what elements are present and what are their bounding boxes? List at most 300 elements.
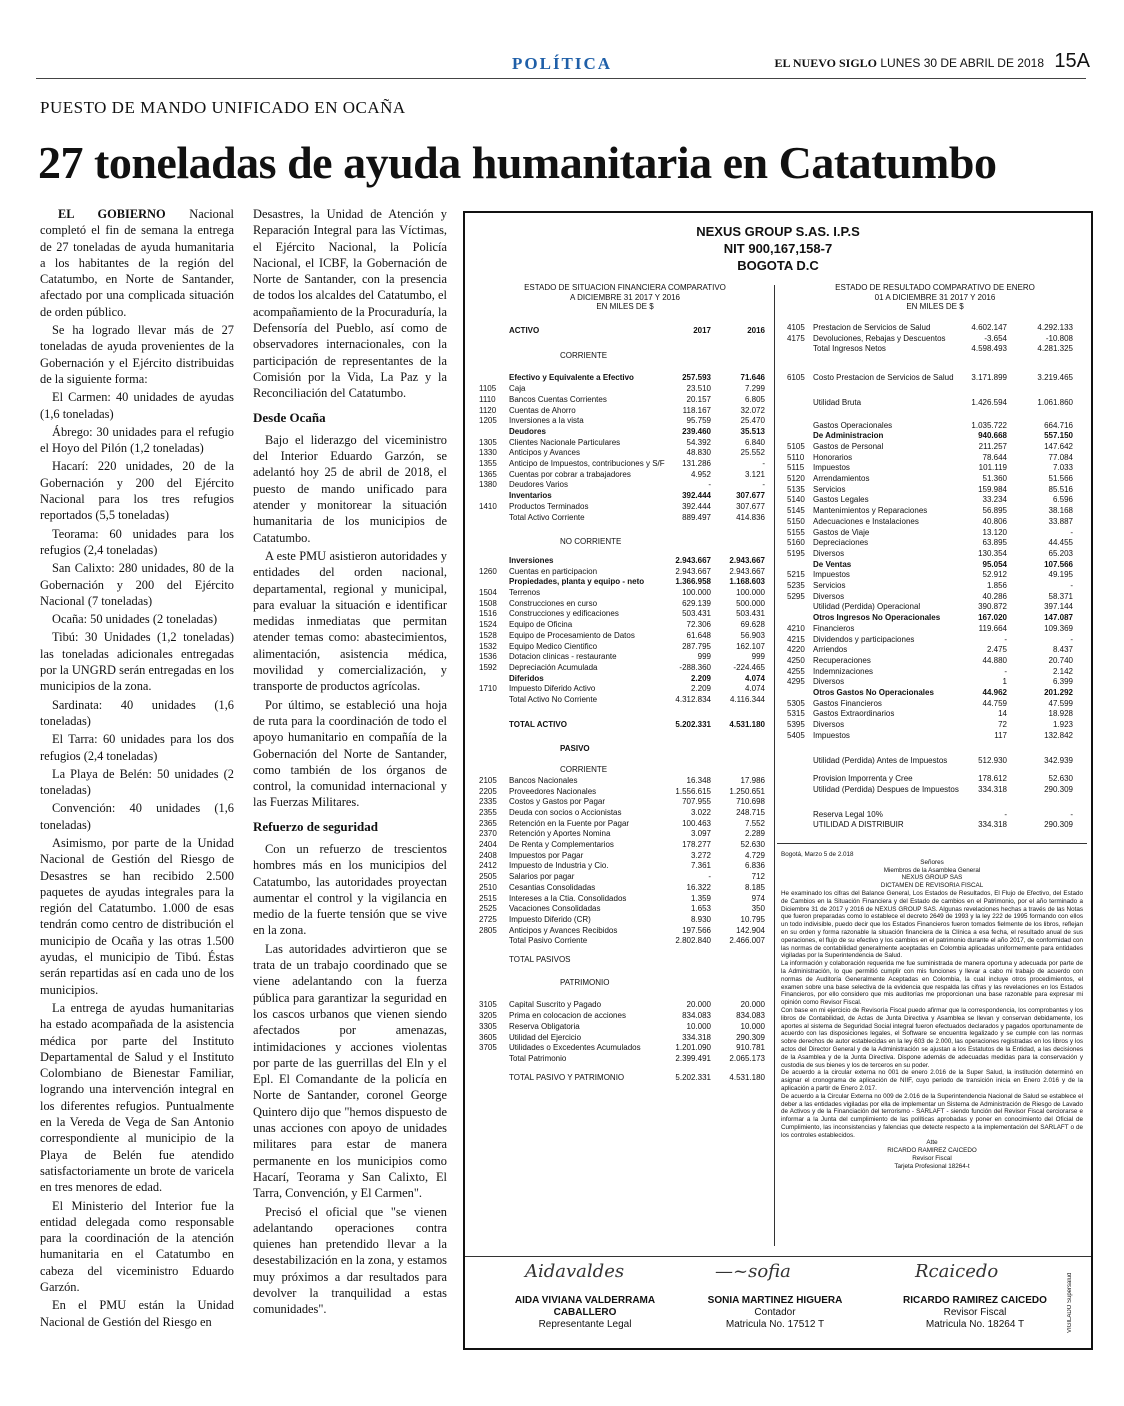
- value-2017: 3.022: [690, 807, 711, 817]
- value-2016: 974: [751, 893, 765, 903]
- letter-closing: Tarjeta Profesional 18264-t: [894, 1162, 970, 1170]
- value-2016: 20.000: [740, 1000, 765, 1010]
- value-2016: 201.292: [1044, 688, 1073, 697]
- value-2016: 710.698: [736, 797, 765, 807]
- value-2017: 629.139: [682, 598, 711, 608]
- account-label: Proveedores Nacionales: [509, 786, 597, 796]
- header-line: A DICIEMBRE 31 2017 Y 2016: [570, 292, 680, 302]
- value-2017: 1.556.615: [675, 786, 711, 796]
- value-2016: 557.150: [1044, 431, 1073, 441]
- account-code: 1260: [479, 566, 497, 576]
- headline: 27 toneladas de ayuda humanitaria en Catatumbo: [38, 137, 997, 188]
- account-code: 2510: [479, 882, 497, 892]
- value-2016: -: [762, 480, 765, 490]
- value-2017: 4.602.147: [971, 323, 1007, 332]
- account-code: 1305: [479, 437, 497, 447]
- account-label: Gastos Legales: [813, 495, 869, 505]
- letter-salutation: Miembros de la Asamblea General: [883, 866, 981, 874]
- value-2017: -: [708, 872, 711, 882]
- value-2017: 1: [1002, 677, 1007, 687]
- account-code: 5155: [787, 527, 805, 537]
- value-2017: 2.943.667: [675, 566, 711, 576]
- account-label: Servicios: [813, 484, 846, 494]
- value-2016: 342.939: [1044, 755, 1073, 765]
- value-2017: 2.475: [986, 645, 1007, 655]
- account-label: Anticipos y Avances Recibidos: [509, 925, 618, 935]
- value-2016: 3.121: [744, 469, 765, 479]
- value-2017: 334.318: [682, 1032, 711, 1042]
- account-label: Clientes Nacionale Particulares: [509, 437, 621, 447]
- account-code: 4220: [787, 645, 805, 655]
- account-label: CORRIENTE: [560, 765, 608, 775]
- value-2016: 910.781: [736, 1043, 765, 1053]
- account-code: 1528: [479, 630, 497, 640]
- value-2016: -: [1070, 809, 1073, 819]
- value-2017: 889.497: [682, 512, 711, 522]
- account-label: Retención y Aportes Nomina: [509, 829, 611, 839]
- vigilado-seal: VIGILADO Supersalud: [1067, 1272, 1073, 1334]
- value-2016: 8.185: [744, 882, 765, 892]
- account-label: Diversos: [813, 548, 845, 558]
- value-2016: -: [762, 459, 765, 468]
- account-code: 2408: [479, 850, 497, 860]
- value-2017: 95.759: [686, 416, 711, 426]
- issue-date: LUNES 30 DE ABRIL DE 2018: [880, 56, 1044, 70]
- letter-salutation: NEXUS GROUP SAS: [901, 874, 963, 882]
- account-label: Impuesto Diferido Activo: [509, 684, 596, 694]
- value-2017: 257.593: [682, 373, 711, 383]
- account-code: 5145: [787, 506, 805, 516]
- value-2016: 69.628: [740, 620, 765, 630]
- value-2017: 4.312.834: [675, 695, 711, 704]
- value-2017: 51.360: [982, 474, 1007, 483]
- value-2016: -: [1070, 581, 1073, 590]
- signatory-id: Matricula No. 18264 T: [925, 1319, 1025, 1330]
- account-label: Intereses a la Ctia. Consolidados: [509, 893, 627, 903]
- value-2016: 500.000: [736, 598, 765, 608]
- account-label: Cuentas en participacion: [509, 566, 598, 576]
- account-label: Honorarios: [813, 452, 853, 462]
- account-label: Inversiones: [509, 555, 554, 565]
- account-label: PASIVO: [560, 744, 590, 754]
- account-label: Efectivo y Equivalente a Efectivo: [509, 373, 634, 383]
- statement-row: [465, 720, 773, 732]
- value-2016: 4.729: [744, 850, 765, 860]
- statement-row: [777, 398, 1087, 410]
- value-2017: -: [708, 480, 711, 490]
- value-2016: 10.000: [740, 1021, 765, 1031]
- account-code: 3105: [479, 1000, 497, 1010]
- account-label: Cuentas por cobrar a trabajadores: [509, 469, 631, 479]
- statement-row: [465, 351, 773, 363]
- value-2016: 2.466.007: [729, 936, 765, 946]
- signatory-role: Representante Legal: [538, 1319, 632, 1330]
- article-paragraph: El Tarra: 60 unidades para los dos refugios (2,4 toneladas): [40, 732, 234, 763]
- value-2017: 40.286: [982, 591, 1007, 601]
- account-label: Costo Prestacion de Servicios de Salud: [813, 373, 954, 383]
- value-2016: 397.144: [1044, 602, 1073, 612]
- value-2017: 54.392: [686, 437, 711, 447]
- account-code: 5315: [787, 709, 805, 719]
- paper-name: EL NUEVO SIGLO: [774, 56, 878, 70]
- value-2016: 2.065.173: [729, 1053, 765, 1063]
- account-code: 1365: [479, 469, 497, 479]
- account-code: 1592: [479, 662, 497, 672]
- account-label: Deudores: [509, 426, 546, 436]
- account-code: 4295: [787, 677, 805, 687]
- account-label: Cuentas de Ahorro: [509, 405, 576, 415]
- statement-row: [465, 537, 773, 549]
- value-2016: 248.715: [736, 807, 765, 817]
- account-label: Arriendos: [813, 645, 848, 655]
- account-code: 5195: [787, 548, 805, 558]
- value-2017: 33.234: [982, 495, 1007, 505]
- account-code: 1105: [479, 384, 497, 394]
- value-2017: 5.202.331: [675, 719, 711, 729]
- value-2016: 7.033: [1052, 463, 1073, 473]
- article-paragraph: La entrega de ayudas humanitarias ha estado acompañada de la asistencia médica por parte del Instituto Departamental de Salud y el Instituto Colombiano de Bienestar Familiar, logrando una intervención integral en los diferentes refugios. Puntualmente en la Vereda de Vega de San Antonio correspondiente al municipio de la Playa de Belén fue atendido satisfactoriamente un brote de varicela en tres menores de edad.: [40, 1000, 234, 1195]
- value-2017: 117: [994, 730, 1007, 740]
- article-paragraph: Con un refuerzo de trescientos hombres más en los municipios del Catatumbo, las autoridades proyectan aumentar el control y la vigilancia en medio de la fuerte tensión que se vive en la zona.: [253, 841, 447, 938]
- account-label: Diversos: [813, 720, 845, 730]
- value-2016: 35.513: [740, 426, 765, 436]
- value-2017: 1.856: [986, 581, 1007, 590]
- company-nit: NIT 900,167,158-7: [723, 241, 833, 256]
- account-code: 5140: [787, 495, 805, 505]
- account-label: Gastos Financieros: [813, 698, 882, 708]
- account-label: Bancos Nacionales: [509, 775, 578, 785]
- article-paragraph: Las autoridades advirtieron que se trata de un trabajo coordinado que se viene adelantando con la fuerza pública para garantizar la seguridad en los cascos urbanos que vienen siendo afectados por amenazas, intimidaciones y acciones violentas por parte de las guerrillas del Eln y el Epl. El Comandante de la policía en Norte de Santander, coronel George Quintero dijo que "hemos dispuesto de unas acciones con apoyo de unidades militares para estar de manera permanente en los municipios como Hacarí, Teorama y San Calixto, El Tarra, Convención, y El Carmen".: [253, 941, 447, 1201]
- value-2017: 13.120: [982, 527, 1007, 537]
- account-label: Arrendamientos: [813, 474, 870, 483]
- account-label: Deudores Varios: [509, 480, 568, 490]
- account-code: 1355: [479, 459, 497, 468]
- balance-sheet-header: [495, 283, 755, 312]
- value-2016: 4.292.133: [1037, 323, 1073, 332]
- value-2017: 130.354: [978, 548, 1007, 558]
- value-2016: 25.470: [740, 416, 765, 426]
- value-2016: 3.219.465: [1037, 373, 1073, 383]
- account-code: 1205: [479, 416, 497, 426]
- value-2017: 16.322: [686, 882, 711, 892]
- account-label: Total Pasivo Corriente: [509, 936, 588, 946]
- article-paragraph: En el PMU están la Unidad Nacional de Gestión del Riesgo en: [40, 1298, 234, 1329]
- account-code: 1536: [479, 652, 497, 662]
- account-code: 1330: [479, 448, 497, 458]
- value-2016: 6.596: [1052, 495, 1073, 505]
- value-2017: 1.366.958: [675, 577, 711, 587]
- signatory-id: Matricula No. 17512 T: [725, 1319, 825, 1330]
- value-2016: 65.203: [1048, 548, 1073, 558]
- value-2017: 1.426.594: [971, 397, 1007, 407]
- value-2017: 159.984: [978, 484, 1007, 494]
- statement-row: [777, 731, 1087, 743]
- signature-scribble: Aidavaldes: [525, 1261, 625, 1282]
- value-2017: 63.895: [982, 538, 1007, 548]
- value-2017: 503.431: [682, 609, 711, 619]
- signature-scribble: Rcaicedo: [915, 1261, 999, 1282]
- value-2017: 72: [998, 720, 1007, 730]
- value-2016: 2.943.667: [729, 555, 765, 565]
- kicker: PUESTO DE MANDO UNIFICADO EN OCAÑA: [40, 98, 406, 117]
- account-code: 1110: [479, 394, 496, 404]
- value-2016: 18.928: [1048, 709, 1073, 719]
- value-2017: 834.083: [682, 1011, 711, 1021]
- account-label: Impuesto de Industria y Cio.: [509, 861, 609, 871]
- value-2016: 1.061.860: [1037, 397, 1073, 407]
- account-code: 2805: [479, 925, 497, 935]
- value-2017: 512.930: [978, 755, 1007, 765]
- value-2017: 707.955: [682, 797, 711, 807]
- value-2017: 23.510: [686, 384, 711, 394]
- value-2017: 48.830: [686, 448, 711, 458]
- account-label: Gastos de Viaje: [813, 527, 870, 537]
- subheading: Refuerzo de seguridad: [253, 818, 378, 834]
- value-2017: 119.664: [978, 623, 1007, 633]
- statement-row: [465, 936, 773, 948]
- letter-date: Bogotá, Marzo 5 de 2.018: [781, 851, 854, 858]
- account-code: 2525: [479, 904, 497, 914]
- account-label: Otros Ingresos No Operacionales: [813, 613, 941, 623]
- article-paragraph: Bajo el liderazgo del viceministro del Interior Eduardo Garzón, se adelantó hoy 25 de abril de 2018, el puesto de mando unificado para atender y monitorear la situación humanitaria de los municipios de Catatumbo.: [253, 432, 447, 545]
- value-2016: 38.168: [1048, 506, 1073, 516]
- account-label: Total Patrimonio: [509, 1053, 567, 1063]
- account-code: 3705: [479, 1043, 497, 1053]
- value-2016: 1.250.651: [729, 786, 765, 796]
- article-paragraph: Por último, se estableció una hoja de ruta para la coordinación de todo el apoyo humanitario en compañía de la Gobernación del Norte de Santander, como también de los órganos de control, la comunidad internacional y las Fuerzas Militares.: [253, 697, 447, 810]
- account-label: Productos Terminados: [509, 501, 589, 511]
- account-code: 1504: [479, 588, 497, 597]
- value-2017: 131.286: [682, 459, 711, 468]
- value-2017: 118.167: [682, 405, 711, 415]
- value-2017: 999: [697, 652, 711, 662]
- header-line: EN MILES DE $: [906, 302, 964, 311]
- account-code: 4250: [787, 655, 805, 665]
- value-2016: 4.074: [744, 673, 765, 683]
- value-2016: 414.836: [736, 512, 765, 522]
- value-2016: 307.677: [736, 501, 765, 511]
- value-2017: 2017: [693, 326, 711, 335]
- value-2016: 2.943.667: [729, 566, 765, 576]
- value-2017: 100.463: [682, 818, 711, 828]
- account-label: NO CORRIENTE: [560, 537, 622, 547]
- account-label: Total Activo Corriente: [509, 512, 585, 522]
- account-code: 6105: [787, 373, 805, 383]
- value-2016: 25.552: [740, 448, 765, 458]
- article-column-1: [40, 206, 234, 1332]
- account-label: Financieros: [813, 623, 855, 633]
- account-code: 2205: [479, 786, 497, 796]
- value-2016: 6.836: [744, 861, 765, 871]
- account-code: 2105: [479, 775, 497, 785]
- account-label: UTILIDAD A DISTRIBUIR: [813, 820, 904, 830]
- value-2016: 32.072: [740, 405, 765, 415]
- letter-paragraph: De acuerdo a la circular externa no 001 de enero 2.016 de la Super Salud, la institución determinó en asignar el cronograma de aplicación de NIIF, cuyo periodo de transición inicia en Enero 2.016 y de la aplicación a partir de Enero 2.017.: [781, 1069, 1083, 1092]
- account-label: De Ventas: [813, 559, 852, 569]
- value-2017: 390.872: [978, 602, 1007, 612]
- letter-paragraph: La información y colaboración requerida me fue suministrada de manera oportuna y adecuada por parte de la Administración, lo que permitió cumplir con mis funciones y llevar a cabo mi trabajo de acuerdo con normas de Auditoría Generalmente Aceptadas en Colombia, la cual incluye otros procedimientos, el examen sobre una base selectiva de la evidencia que respalda las cifras y las revelaciones en los Estados Financieros, por ello considero que mis auditorías me proporcionan una base razonable para expresar mi opinión como Revisor Fiscal.: [781, 960, 1083, 1007]
- company-name: NEXUS GROUP S.AS. I.P.S: [696, 224, 860, 239]
- value-2017: 2.209: [690, 673, 711, 683]
- account-label: CORRIENTE: [560, 350, 608, 360]
- value-2016: 162.107: [736, 641, 765, 651]
- article-paragraph: El Carmen: 40 unidades de ayudas (1,6 toneladas): [40, 390, 234, 421]
- account-label: Impuestos por Pagar: [509, 850, 584, 860]
- account-code: 5235: [787, 581, 805, 590]
- value-2016: -224.465: [733, 662, 765, 672]
- account-code: 5135: [787, 484, 805, 494]
- paper-info: [775, 56, 1044, 71]
- value-2017: -: [1004, 809, 1007, 819]
- value-2017: 61.648: [686, 630, 711, 640]
- account-label: Devoluciones, Rebajas y Descuentos: [813, 333, 946, 343]
- account-label: Dividendos y participaciones: [813, 634, 915, 644]
- signatures: [465, 1256, 1091, 1347]
- article-paragraph: Hacarí: 220 unidades, 20 de la Gobernación y 200 del Ejército Nacional para los tres refugios reportados (5,5 toneladas): [40, 459, 234, 523]
- account-code: 2370: [479, 829, 497, 839]
- value-2017: 2.209: [690, 684, 711, 694]
- value-2016: 147.087: [1044, 613, 1073, 623]
- account-label: Diversos: [813, 591, 845, 601]
- value-2016: 132.842: [1044, 730, 1073, 740]
- account-code: 2404: [479, 840, 497, 849]
- article-paragraph: El Ministerio del Interior fue la entidad delegada como responsable para la coordinación de la atención humanitaria en el Catatumbo en cabeza del viceministro Eduardo Garzón.: [40, 1198, 234, 1294]
- account-code: 5295: [787, 591, 805, 601]
- value-2016: 290.309: [1044, 784, 1073, 794]
- account-label: Prima en colocacion de acciones: [509, 1011, 626, 1021]
- account-code: 5405: [787, 730, 805, 740]
- account-label: ACTIVO: [509, 326, 540, 335]
- statement-row: [465, 513, 773, 525]
- letter-closing: Atte: [926, 1139, 938, 1147]
- signature-block: [485, 1295, 685, 1331]
- statement-row: [777, 373, 1087, 385]
- article-paragraph: La Playa de Belén: 50 unidades (2 toneladas): [40, 766, 234, 798]
- value-2016: 71.646: [740, 373, 765, 383]
- value-2016: 503.431: [736, 609, 765, 619]
- account-label: De Administracion: [813, 431, 884, 441]
- column-divider: [774, 285, 775, 1246]
- value-2016: 834.083: [736, 1011, 765, 1021]
- account-code: 5105: [787, 441, 805, 451]
- account-code: 5150: [787, 516, 805, 526]
- statement-row: [465, 1054, 773, 1066]
- account-code: 2412: [479, 861, 497, 871]
- value-2017: 40.806: [982, 516, 1007, 526]
- value-2016: 17.986: [740, 775, 765, 785]
- value-2017: 2.802.840: [675, 936, 711, 946]
- value-2016: 6.840: [744, 437, 765, 447]
- value-2017: 10.000: [686, 1021, 711, 1031]
- account-code: 1120: [479, 405, 497, 415]
- account-label: Otros Gastos No Operacionales: [813, 688, 934, 697]
- value-2016: 7.299: [744, 384, 765, 394]
- value-2016: 52.630: [1048, 774, 1073, 784]
- value-2016: 147.642: [1044, 441, 1073, 451]
- account-code: 2355: [479, 807, 497, 817]
- signatory-role: Revisor Fiscal: [943, 1307, 1007, 1318]
- value-2016: 290.309: [1044, 820, 1073, 830]
- lead-in: EL GOBIERNO: [58, 207, 166, 221]
- value-2016: 2.289: [744, 829, 765, 839]
- value-2017: 167.020: [978, 613, 1007, 623]
- value-2017: 4.598.493: [971, 344, 1007, 354]
- account-label: Equipo Medico Cientifico: [509, 641, 598, 651]
- article-column-2: [253, 206, 447, 1320]
- letter-paragraph: Con base en mi ejercicio de Revisoría Fiscal puedo afirmar que la correspondencia, los comprobantes y los libros de Contabilidad, de Actas de Junta Directiva y Asamblea se llevan y conservan debidamente, los aportes al sistema de Seguridad Social integral fueron efectuados declarados y pagados oportunamente de acuerdo con las disposiciones legales, el Software se encuentra legalizado y se cumple con las normas sobre derechos de autor establecidas en la ley 603 de 2.000, las operaciones registradas en los libros y los actos del Director General y de la Administración se ajustan a los Estatutos de la Entidad, a las decisiones de la Asamblea y de la Junta Directiva. Dispone además de adecuadas medidas para la conservación y custodia de sus bienes y los de terceros en su poder.: [781, 1006, 1083, 1069]
- account-label: Reserva Obligatoria: [509, 1021, 580, 1031]
- value-2016: 20.740: [1048, 655, 1073, 665]
- article-paragraph: Ábrego: 30 unidades para el refugio el Hoyo del Pilón (1,2 toneladas): [40, 424, 234, 456]
- value-2016: 58.371: [1048, 591, 1073, 601]
- account-label: Terrenos: [509, 588, 541, 597]
- value-2017: 940.668: [978, 431, 1007, 441]
- statement-row: [465, 978, 773, 990]
- value-2017: 20.000: [686, 1000, 711, 1010]
- statement-row: [465, 1073, 773, 1085]
- account-label: Provision Imporrenta y Cree: [813, 774, 913, 784]
- value-2017: 239.460: [682, 426, 711, 436]
- account-code: 4255: [787, 666, 805, 676]
- signature-scribble: —~sofia: [715, 1261, 791, 1282]
- account-code: 5120: [787, 474, 805, 483]
- account-label: Gastos de Personal: [813, 441, 884, 451]
- value-2016: 100.000: [736, 588, 765, 597]
- letter-paragraph: He examinado los cifras del Balance General, Los Estados de Resultados, El Flujo de Efectivo, del Estado de Cambios en la Situación Financiera y del Estado de cambios en el Patrimonio, por el año terminado a Diciembre 31 de 2017 y 2016 de NEXUS GROUP SAS. Algunas revelaciones hechas a través de las Notas que fueron preparadas como lo establece el decreto 2649 de 1993 y la ley 222 de 1995 formando con ellos un todo indivisible, puedo decir que los Estados Financieros fueron tomados fielmente de los libros, reflejan en su orden y forma razonable la situación financiera de la Clínica a esa fecha, el resultado anual de sus operaciones, el flujo de su efectivo y los cambios en el patrimonio durante el año 2017, de conformidad con las normas de contabilidad generalmente aceptadas en Colombia aplicadas uniformemente para entidades vigiladas por la Superintendencia de Salud.: [781, 889, 1083, 960]
- article-paragraph: Sardinata: 40 unidades (1,6 toneladas): [40, 697, 234, 728]
- account-label: TOTAL PASIVOS: [509, 955, 571, 964]
- statement-row: [465, 326, 773, 338]
- account-label: Utilidad (Perdida) Despues de Impuestos: [813, 784, 959, 794]
- account-code: 1410: [479, 501, 497, 511]
- value-2017: 392.444: [682, 501, 711, 511]
- account-label: Impuestos: [813, 570, 850, 580]
- account-label: Diferidos: [509, 673, 544, 683]
- value-2016: 49.195: [1048, 570, 1073, 580]
- account-code: 5160: [787, 538, 805, 548]
- value-2016: 2016: [747, 326, 765, 335]
- value-2016: 4.281.325: [1037, 344, 1073, 354]
- account-label: Cesantias Consolidadas: [509, 882, 596, 892]
- article-paragraph: Asimismo, por parte de la Unidad Nacional de Gestión del Riesgo de Desastres se han recibido 2.500 paquetes de ayudas integrales para la región del Catatumbo. 1.000 de esas tendrán como centro de distribución el municipio de Ocaña y las otras 1.500 ayudas, el municipio de Tibú. Éstas serán repartidas así en cada uno de los municipios.: [40, 835, 234, 997]
- account-code: 2335: [479, 797, 497, 807]
- account-label: Impuesto Diferido (CR): [509, 914, 591, 924]
- value-2017: 56.895: [982, 506, 1007, 516]
- account-label: Depreciaciones: [813, 538, 869, 548]
- page-number: 15A: [1054, 50, 1090, 72]
- account-label: Utilidad (Perdida) Antes de Impuestos: [813, 755, 948, 765]
- value-2016: 10.795: [740, 914, 765, 924]
- account-code: 2515: [479, 893, 497, 903]
- article-paragraph: Tibú: 30 Unidades (1,2 toneladas) las toneladas adicionales entregadas por la UNGRD serán entregadas en los municipios de la zona.: [40, 630, 234, 694]
- value-2017: 211.257: [978, 441, 1007, 451]
- letter-salutation: DICTAMEN DE REVISORIA FISCAL: [880, 882, 984, 890]
- account-code: 4105: [787, 323, 805, 332]
- account-label: Propiedades, planta y equipo - neto: [509, 577, 645, 587]
- account-code: 2725: [479, 914, 497, 924]
- account-label: Capital Suscrito y Pagado: [509, 1000, 602, 1010]
- value-2016: 109.369: [1044, 623, 1073, 633]
- account-label: Vacaciones Consolidadas: [509, 904, 601, 914]
- value-2017: 100.000: [682, 588, 711, 597]
- account-label: Inversiones a la vista: [509, 416, 584, 426]
- header-line: EN MILES DE $: [596, 302, 654, 311]
- article-paragraph: Convención: 40 unidades (1,6 toneladas): [40, 801, 234, 832]
- value-2017: -: [1004, 666, 1007, 676]
- signature-block: [875, 1295, 1075, 1331]
- account-label: PATRIMONIO: [560, 977, 610, 987]
- signatory-role: Contador: [754, 1307, 796, 1318]
